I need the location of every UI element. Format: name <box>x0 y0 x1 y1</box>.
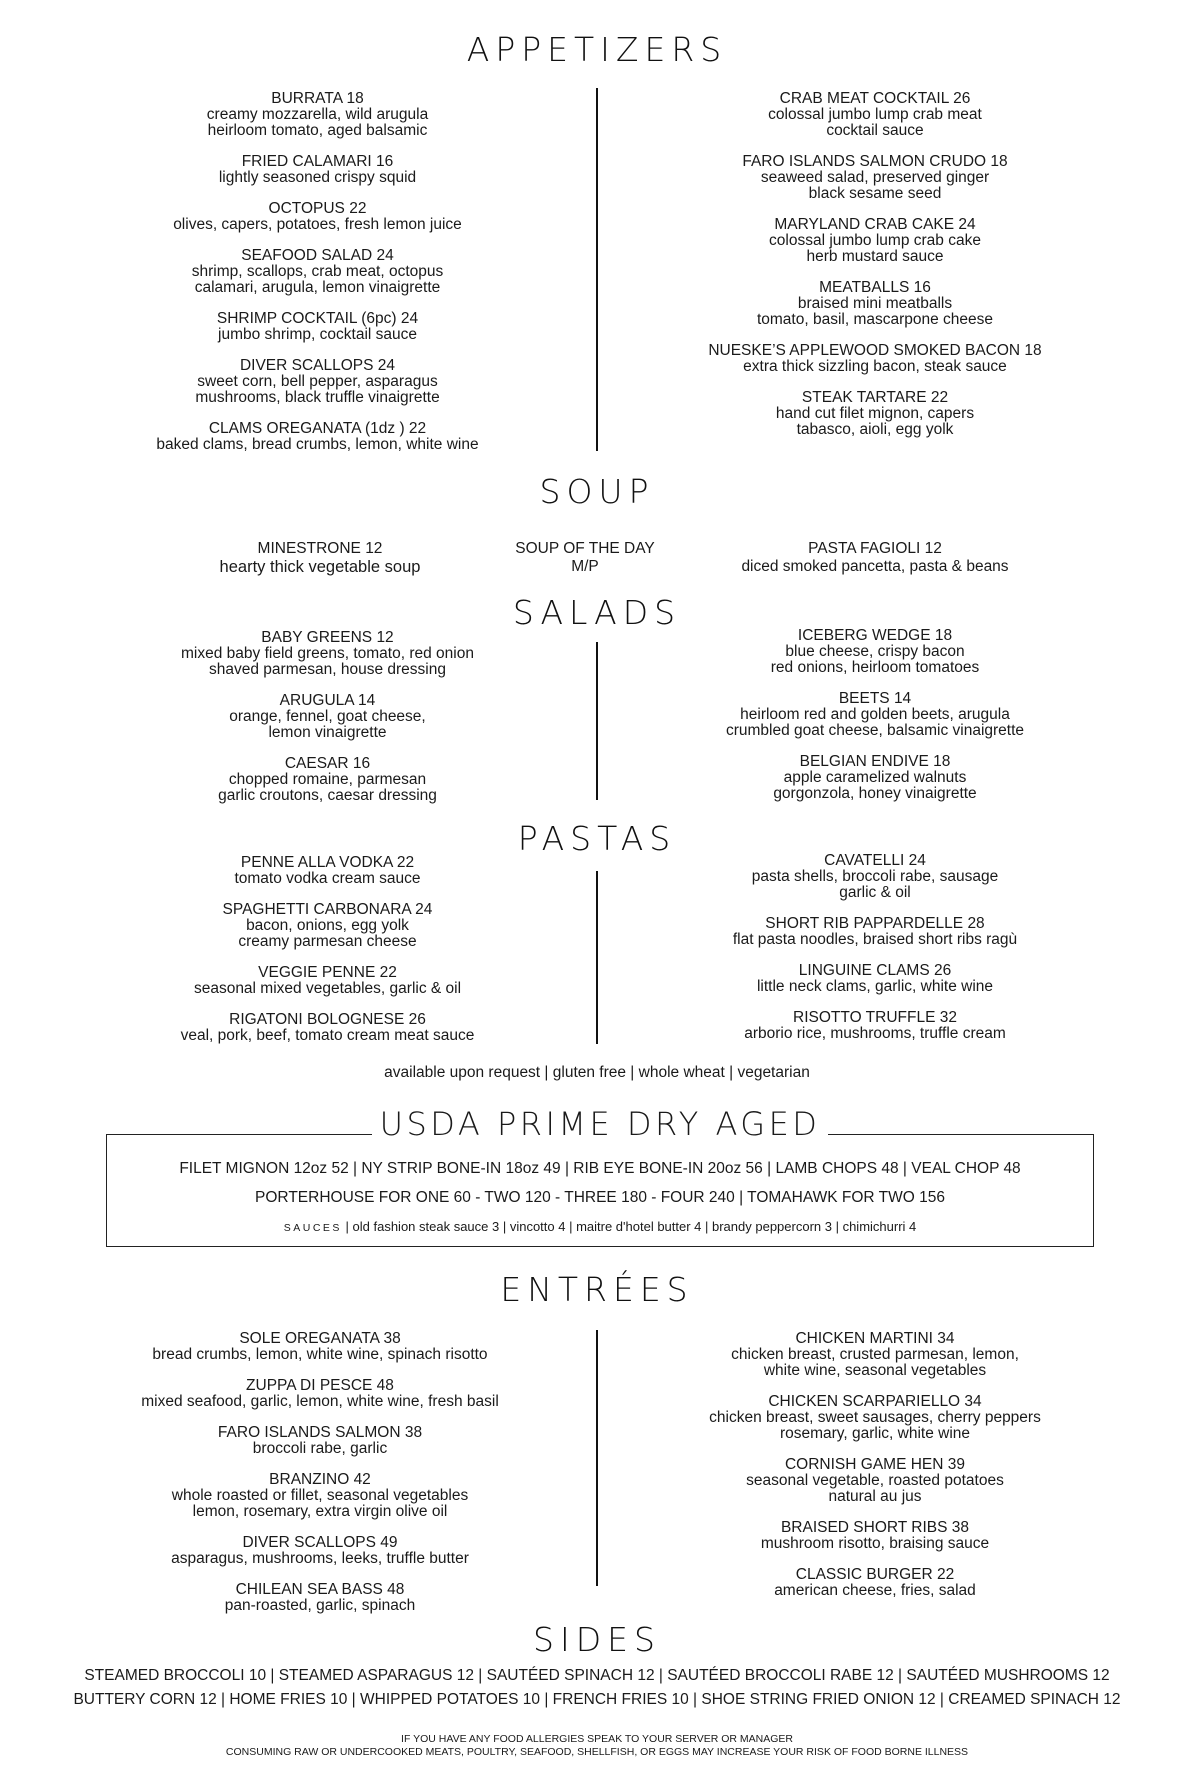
menu-item-description: arborio rice, mushrooms, truffle cream <box>744 1025 1006 1042</box>
menu-item-name: SHRIMP COCKTAIL (6pc) 24 <box>216 310 419 327</box>
menu-item-name: BURRATA 18 <box>271 90 364 107</box>
menu-item-description: tabasco, aioli, egg yolk <box>796 421 954 438</box>
menu-item <box>680 853 1070 901</box>
menu-item <box>120 311 515 343</box>
menu-item-description: chicken breast, sweet sausages, cherry peppers <box>709 1409 1041 1426</box>
menu-item-name: CLAMS OREGANATA (1dz ) 22 <box>208 420 427 437</box>
soup-item-pasta-fagioli <box>690 540 1060 576</box>
menu-item-description: asparagus, mushrooms, leeks, truffle butter <box>171 1550 469 1567</box>
menu-item-name: OCTOPUS 22 <box>268 200 367 217</box>
sauces-list: | old fashion steak sauce 3 | vincotto 4 | maitre d'hotel butter 4 | brandy peppercorn 3 | chimichurri 4 <box>341 1219 917 1234</box>
menu-item <box>680 916 1070 948</box>
menu-item-name: PENNE ALLA VODKA 22 <box>240 854 415 871</box>
menu-item <box>680 343 1070 375</box>
menu-item-description: black sesame seed <box>808 185 942 202</box>
menu-item-description: baked clams, bread crumbs, lemon, white wine <box>156 436 479 453</box>
menu-item <box>150 855 505 887</box>
menu-item-description: seasonal vegetable, roasted potatoes <box>746 1472 1004 1489</box>
soup-item-desc: hearty thick vegetable soup <box>219 558 421 576</box>
menu-item-name: ARUGULA 14 <box>279 692 376 709</box>
menu-item-name: BRANZINO 42 <box>269 1471 371 1488</box>
appetizers-divider <box>596 88 598 451</box>
menu-item <box>680 754 1070 802</box>
menu-item-description: shrimp, scallops, crab meat, octopus <box>191 263 444 280</box>
menu-item-description: whole roasted or fillet, seasonal vegetables <box>171 1487 469 1504</box>
menu-item <box>650 1520 1100 1552</box>
prime-cuts-line: FILET MIGNON 12oz 52 | NY STRIP BONE-IN 18oz 49 | RIB EYE BONE-IN 20oz 56 | LAMB CHOPS 48 | VEAL CHOP 48 <box>179 1160 1021 1177</box>
menu-item <box>130 1472 510 1520</box>
menu-item-description: braised mini meatballs <box>797 295 953 312</box>
menu-item <box>650 1567 1100 1599</box>
soup-item-name: SOUP OF THE DAY <box>515 540 655 557</box>
menu-item <box>130 1582 510 1614</box>
soup-item-desc: M/P <box>571 558 599 575</box>
prime-dry-aged-heading <box>107 1105 1093 1143</box>
menu-item <box>120 421 515 453</box>
menu-item-name: CAESAR 16 <box>284 755 371 772</box>
menu-item <box>680 1010 1070 1042</box>
menu-item <box>130 1425 510 1457</box>
menu-item-description: chicken breast, crusted parmesan, lemon, <box>731 1346 1019 1363</box>
menu-item-description: mushrooms, black truffle vinaigrette <box>195 389 440 406</box>
menu-item-description: lemon vinaigrette <box>268 724 387 741</box>
menu-item-name: DIVER SCALLOPS 24 <box>239 357 396 374</box>
sides-heading: SIDES <box>533 1620 661 1659</box>
menu-item-description: natural au jus <box>828 1488 922 1505</box>
menu-item-name: FRIED CALAMARI 16 <box>241 153 394 170</box>
menu-item-name: CHICKEN MARTINI 34 <box>795 1330 955 1347</box>
menu-item-description: jumbo shrimp, cocktail sauce <box>218 326 417 343</box>
pastas-right-column <box>680 853 1070 1057</box>
sides-line-1: STEAMED BROCCOLI 10 | STEAMED ASPARAGUS 12 | SAUTÉED SPINACH 12 | SAUTÉED BROCCOLI RABE 12 | SAUTÉED MUSHROOMS 12 <box>84 1667 1110 1684</box>
menu-item <box>130 1331 510 1363</box>
menu-item-description: lemon, rosemary, extra virgin olive oil <box>192 1503 448 1520</box>
menu-item-name: ICEBERG WEDGE 18 <box>797 627 953 644</box>
salads-divider <box>596 642 598 800</box>
menu-item-description: pasta shells, broccoli rabe, sausage <box>751 868 999 885</box>
menu-item-name: BRAISED SHORT RIBS 38 <box>780 1519 970 1536</box>
soup-item-name: MINESTRONE 12 <box>257 540 383 557</box>
menu-item-description: little neck clams, garlic, white wine <box>756 978 994 995</box>
menu-item <box>130 1378 510 1410</box>
raw-food-warning: CONSUMING RAW OR UNDERCOOKED MEATS, POULTRY, SEAFOOD, SHELLFISH, OR EGGS MAY INCREASE YOUR RISK OF FOOD BORNE ILLNESS <box>225 1746 969 1758</box>
pastas-heading: PASTAS <box>517 819 677 858</box>
allergy-notice: IF YOU HAVE ANY FOOD ALLERGIES SPEAK TO YOUR SERVER OR MANAGER <box>401 1733 793 1745</box>
menu-item-description: garlic & oil <box>839 884 911 901</box>
menu-item-description: pan-roasted, garlic, spinach <box>224 1597 416 1614</box>
menu-item-description: creamy mozzarella, wild arugula <box>206 106 429 123</box>
menu-item-description: veal, pork, beef, tomato cream meat sauce <box>180 1027 475 1044</box>
menu-item <box>150 965 505 997</box>
menu-item-description: broccoli rabe, garlic <box>252 1440 388 1457</box>
menu-item-description: rosemary, garlic, white wine <box>779 1425 971 1442</box>
menu-item <box>150 693 505 741</box>
menu-item-name: STEAK TARTARE 22 <box>801 389 949 406</box>
soup-item-minestrone <box>150 540 490 576</box>
menu-item-name: BABY GREENS 12 <box>261 629 394 646</box>
menu-item-description: chopped romaine, parmesan <box>228 771 427 788</box>
menu-item-description: orange, fennel, goat cheese, <box>229 708 426 725</box>
menu-item-name: SOLE OREGANATA 38 <box>239 1330 401 1347</box>
menu-item-description: flat pasta noodles, braised short ribs ragù <box>732 931 1018 948</box>
menu-item <box>680 154 1070 202</box>
menu-item-description: seaweed salad, preserved ginger <box>760 169 990 186</box>
menu-item <box>120 91 515 139</box>
soup-item-name: PASTA FAGIOLI 12 <box>808 540 942 557</box>
menu-item-name: RIGATONI BOLOGNESE 26 <box>229 1011 426 1028</box>
menu-item <box>120 154 515 186</box>
salads-heading: SALADS <box>512 593 682 632</box>
menu-item-description: heirloom red and golden beets, arugula <box>740 706 1010 723</box>
menu-item-description: bacon, onions, egg yolk <box>246 917 409 934</box>
menu-item-name: CLASSIC BURGER 22 <box>795 1566 955 1583</box>
menu-item <box>680 963 1070 995</box>
menu-item <box>650 1331 1100 1379</box>
sauces-label: SAUCES <box>283 1222 342 1234</box>
menu-item-description: red onions, heirloom tomatoes <box>770 659 980 676</box>
menu-item-description: cocktail sauce <box>826 122 924 139</box>
menu-item-name: CAVATELLI 24 <box>824 852 926 869</box>
menu-item <box>680 390 1070 438</box>
menu-item <box>680 280 1070 328</box>
menu-item-description: calamari, arugula, lemon vinaigrette <box>194 279 441 296</box>
menu-item <box>120 358 515 406</box>
menu-item-description: heirloom tomato, aged balsamic <box>207 122 428 139</box>
menu-item-name: CHICKEN SCARPARIELLO 34 <box>768 1393 982 1410</box>
menu-item-description: sweet corn, bell pepper, asparagus <box>197 373 438 390</box>
menu-item-name: CHILEAN SEA BASS 48 <box>235 1581 405 1598</box>
pastas-left-column <box>150 855 505 1059</box>
prime-dry-aged-box <box>106 1105 1094 1247</box>
menu-item-name: ZUPPA DI PESCE 48 <box>246 1377 394 1394</box>
menu-item <box>650 1394 1100 1442</box>
appetizers-heading: APPETIZERS <box>466 30 728 69</box>
menu-item <box>680 691 1070 739</box>
menu-item-description: mushroom risotto, braising sauce <box>760 1535 990 1552</box>
menu-item-name: DIVER SCALLOPS 49 <box>242 1534 398 1551</box>
menu-item-name: SEAFOOD SALAD 24 <box>241 247 394 264</box>
menu-item-description: crumbled goat cheese, balsamic vinaigrette <box>725 722 1025 739</box>
menu-item-description: gorgonzola, honey vinaigrette <box>773 785 977 802</box>
menu-item-name: BEETS 14 <box>838 690 912 707</box>
dietary-request-note: available upon request | gluten free | whole wheat | vegetarian <box>384 1064 810 1081</box>
entrees-divider <box>596 1330 598 1586</box>
menu-item-description: herb mustard sauce <box>806 248 944 265</box>
menu-item-description: tomato vodka cream sauce <box>234 870 421 887</box>
menu-item-description: white wine, seasonal vegetables <box>763 1362 987 1379</box>
soup-item-of-the-day <box>480 540 690 576</box>
menu-item-description: olives, capers, potatoes, fresh lemon juice <box>173 216 462 233</box>
menu-item <box>120 201 515 233</box>
soup-heading: SOUP <box>539 472 655 511</box>
menu-item-description: bread crumbs, lemon, white wine, spinach risotto <box>152 1346 488 1363</box>
menu-item-description: mixed seafood, garlic, lemon, white wine, fresh basil <box>141 1393 499 1410</box>
entrees-heading: ENTRÉES <box>500 1270 694 1309</box>
entrees-right-column <box>650 1331 1100 1614</box>
appetizers-right-column <box>680 91 1070 453</box>
menu-item <box>680 217 1070 265</box>
menu-item-description: shaved parmesan, house dressing <box>209 661 446 678</box>
menu-item-name: RISOTTO TRUFFLE 32 <box>793 1009 957 1026</box>
menu-item <box>130 1535 510 1567</box>
menu-item-description: hand cut filet mignon, capers <box>775 405 975 422</box>
menu-item <box>150 1012 505 1044</box>
menu-item-description: apple caramelized walnuts <box>783 769 967 786</box>
menu-item-description: colossal jumbo lump crab meat <box>768 106 982 123</box>
menu-item-name: CORNISH GAME HEN 39 <box>784 1456 965 1473</box>
menu-item-name: FARO ISLANDS SALMON 38 <box>217 1424 423 1441</box>
entrees-left-column <box>130 1331 510 1629</box>
menu-item <box>150 756 505 804</box>
menu-item-name: SHORT RIB PAPPARDELLE 28 <box>765 915 985 932</box>
menu-item-name: MARYLAND CRAB CAKE 24 <box>774 216 976 233</box>
menu-item-description: lightly seasoned crispy squid <box>218 169 417 186</box>
menu-item-description: tomato, basil, mascarpone cheese <box>756 311 994 328</box>
menu-item-description: colossal jumbo lump crab cake <box>769 232 981 249</box>
menu-item-description: blue cheese, crispy bacon <box>785 643 965 660</box>
sauces-line <box>107 1219 1093 1234</box>
menu-item-description: creamy parmesan cheese <box>238 933 417 950</box>
pastas-divider <box>596 871 598 1044</box>
menu-item <box>150 630 505 678</box>
salads-right-column <box>680 628 1070 817</box>
soup-item-desc: diced smoked pancetta, pasta & beans <box>741 558 1009 575</box>
prime-porterhouse-line: PORTERHOUSE FOR ONE 60 - TWO 120 - THREE 180 - FOUR 240 | TOMAHAWK FOR TWO 156 <box>255 1189 945 1206</box>
menu-item <box>680 91 1070 139</box>
menu-item-name: BELGIAN ENDIVE 18 <box>799 753 951 770</box>
menu-item-name: SPAGHETTI CARBONARA 24 <box>222 901 433 918</box>
menu-item-description: american cheese, fries, salad <box>774 1582 976 1599</box>
prime-dry-aged-title: USDA PRIME DRY AGED <box>372 1105 829 1143</box>
menu-item <box>650 1457 1100 1505</box>
menu-item-description: seasonal mixed vegetables, garlic & oil <box>193 980 462 997</box>
menu-item-name: CRAB MEAT COCKTAIL 26 <box>779 90 971 107</box>
menu-item-description: mixed baby field greens, tomato, red onion <box>181 645 474 662</box>
menu-item-name: LINGUINE CLAMS 26 <box>798 962 952 979</box>
menu-item <box>150 902 505 950</box>
menu-item-description: garlic croutons, caesar dressing <box>218 787 437 804</box>
menu-item <box>120 248 515 296</box>
salads-left-column <box>150 630 505 819</box>
menu-item <box>680 628 1070 676</box>
menu-item-name: FARO ISLANDS SALMON CRUDO 18 <box>742 153 1008 170</box>
appetizers-left-column <box>120 91 515 468</box>
menu-item-name: VEGGIE PENNE 22 <box>258 964 397 981</box>
menu-item-name: MEATBALLS 16 <box>819 279 931 296</box>
menu-item-name: NUESKE’S APPLEWOOD SMOKED BACON 18 <box>708 342 1042 359</box>
menu-item-description: extra thick sizzling bacon, steak sauce <box>743 358 1007 375</box>
sides-line-2: BUTTERY CORN 12 | HOME FRIES 10 | WHIPPED POTATOES 10 | FRENCH FRIES 10 | SHOE STRING FRIED ONION 12 | CREAMED SPINACH 12 <box>73 1691 1121 1708</box>
